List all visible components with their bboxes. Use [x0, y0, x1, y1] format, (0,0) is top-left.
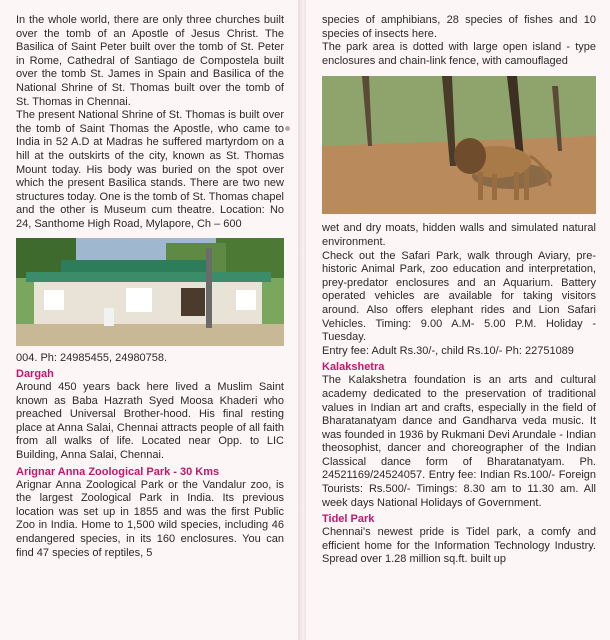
lion-photo: [322, 76, 596, 214]
left-column: [0, 0, 300, 640]
tidel-park-text: Chennai's newest pride is Tidel park, a comfy and efficient home for the Information Technology Industry. Spread over 1.28 million sq.ft. built up: [322, 526, 596, 566]
zoo-species-paragraph: species of amphibians, 28 species of fishes and 10 species of insects here.: [322, 14, 596, 40]
kalakshetra-text: The Kalakshetra foundation is an arts and cultural academy dedicated to the preservation of traditional values in Indian art and crafts, especially in the field of Bharatanatyam dance and Gandharva veda music. It was founded in 1936 by Rukmani Devi Arundale - Indian theosophist, dancer and choreographer of the Indian Classical dance form of Bharatanatyam. Ph. 24521169/24524057. Entry fee: Indian Rs.100/- Foreign Tourists: Rs.500/- Timings: 8.30 am to 11.30 am. All week days National Holidays of Government.: [322, 374, 596, 509]
page-speck: [285, 126, 290, 131]
zoo-text: Arignar Anna Zoological Park or the Vandalur zoo, is the largest Zoological Park in India. Its previous location was set up in 1855 and was the first Public Zoo in India. Home to 1,500 wild species, including 46 endangered species, in its 160 enclosures. You can find 47 species of reptiles, 5: [16, 478, 284, 559]
shrine-location-phone: 004. Ph: 24985455, 24980758.: [16, 351, 168, 364]
moats-paragraph: wet and dry moats, hidden walls and simulated natural environment.: [322, 222, 596, 248]
right-column: [306, 0, 610, 640]
kalakshetra-heading: Kalakshetra: [322, 361, 385, 374]
dargah-photo: [16, 238, 284, 346]
safari-paragraph: Check out the Safari Park, walk through Aviary, pre-historic Animal Park, zoo education and interpretation, prey-predator enclosures and an Aquarium. Battery operated vehicles are available for taking visitors around. Also offers elephant rides and Lion Safari Vehicles. Timing: 9.00 A.M- 5.00 P.M. Holiday - Tuesday.: [322, 249, 596, 344]
entry-fee-paragraph: Entry fee: Adult Rs.30/-, child Rs.10/- Ph: 22751089: [322, 344, 574, 357]
dargah-heading: Dargah: [16, 368, 54, 381]
zoo-enclosures-paragraph: The park area is dotted with large open island - type enclosures and chain-link fence, with camouflaged: [322, 41, 596, 67]
tidel-park-heading: Tidel Park: [322, 513, 375, 526]
st-thomas-shrine-paragraph: The present National Shrine of St. Thomas is built over the tomb of Saint Thomas the Apostle, who came to India in 52 A.D at Madras he suffered martyrdom on a hill at the outskirts of the city, known as St. Thomas Mount today. His body was buried on the spot over which the present Basilica stands. There are two new structures today. One is the tomb of St. Thomas chapel and the other is Museum cum theatre. Location: No 24, Santhome High Road, Mylapore, Ch – 600: [16, 109, 285, 230]
apostle-churches-paragraph: In the whole world, there are only three churches built over the tomb of an Apostle of Jesus Christ. The Basilica of Saint Peter built over the tomb of St. Peter in Rome, Cathedral of Santiago de Compostela built over the tomb St. James in Spain and Basilica of the National Shrine of St. Thomas built over the tomb of St. Thomas in Chennai.: [16, 14, 284, 108]
zoo-heading: Arignar Anna Zoological Park - 30 Kms: [16, 465, 220, 478]
dargah-text: Around 450 years back here lived a Muslim Saint known as Baba Hazrath Syed Moosa Khaderi who preached Universal Brother-hood. His final resting place at Anna Salai, Chennai attracts people of all faith from all walks of life. Located near Opp. to LIC Building, Anna Salai, Chennai.: [16, 381, 284, 462]
